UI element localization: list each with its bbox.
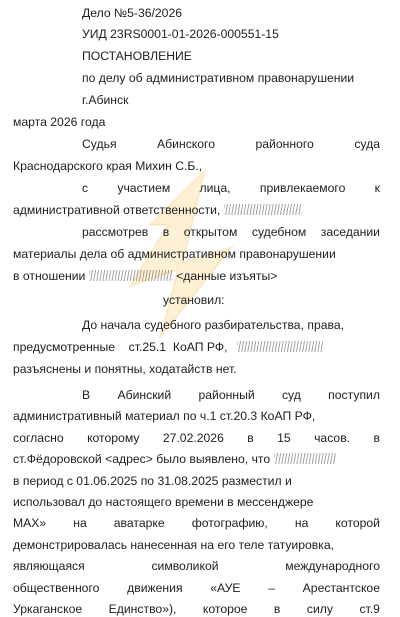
para1-line-2: предусмотренные ст.25.1 КоАП РФ, [13, 340, 380, 355]
participation-line-2: административной ответственности, [13, 203, 302, 218]
redacted-name [89, 270, 173, 281]
para2-line-9: являющаяся символикой международного [13, 559, 380, 573]
para2-line-11: Уркаганское Единство»), которое в силу ст.9 [13, 602, 380, 616]
participation-line-1: с участием лица, привлекаемого к [82, 181, 380, 195]
para2-line-8: демонстрировалась нанесенная на его теле татуировка, [13, 538, 335, 552]
considered-line-3: в отношении <данные изъяты> [13, 269, 278, 283]
redacted-name [274, 453, 336, 464]
para2-line-6: использовал до настоящего времени в мессенджере [13, 495, 314, 509]
document-subtitle: по делу об административном правонарушении [82, 71, 355, 85]
document-title: ПОСТАНОВЛЕНИЕ [82, 49, 192, 63]
considered-line-2: материалы дела об административном правонарушении [13, 247, 336, 261]
para2-line-2: административный материал по ч.1 ст.20.3 КоАП РФ, [13, 409, 316, 423]
para1-line-3: разъяснены и понятны, ходатайств нет. [13, 362, 237, 376]
city-line: г.Абинск [82, 93, 129, 107]
redacted-name [224, 204, 302, 215]
para2-line-1: В Абинский районный суд поступил [82, 388, 380, 402]
established-heading: установил: [163, 293, 225, 307]
judge-line-1: Судья Абинского районного суда [82, 137, 380, 151]
para1-line-1: До начала судебного разбирательства, права, [82, 318, 345, 332]
para2-line-5: в период с 01.06.2025 по 31.08.2025 разместил и [13, 474, 292, 488]
date-line: марта 2026 года [13, 115, 106, 129]
judge-line-2: Краснодарского края Михин С.Б., [13, 159, 203, 173]
case-number: Дело №5-36/2026 [82, 6, 183, 20]
para2-line-10: общественного движения «АУЕ – Арестантское [13, 581, 380, 595]
uid-number: УИД 23RS0001-01-2026-000551-15 [82, 27, 279, 41]
para2-line-7: MAX» на аватарке фотографию, на которой [13, 516, 380, 530]
para2-line-3: согласно которому 27.02.2026 в 15 часов. в [13, 431, 380, 445]
considered-line-1: рассмотрев в открытом судебном заседании [82, 225, 380, 239]
para2-line-4: ст.Фёдоровской <адрес> было выявлено, что [13, 452, 336, 467]
redacted-text [237, 341, 323, 352]
